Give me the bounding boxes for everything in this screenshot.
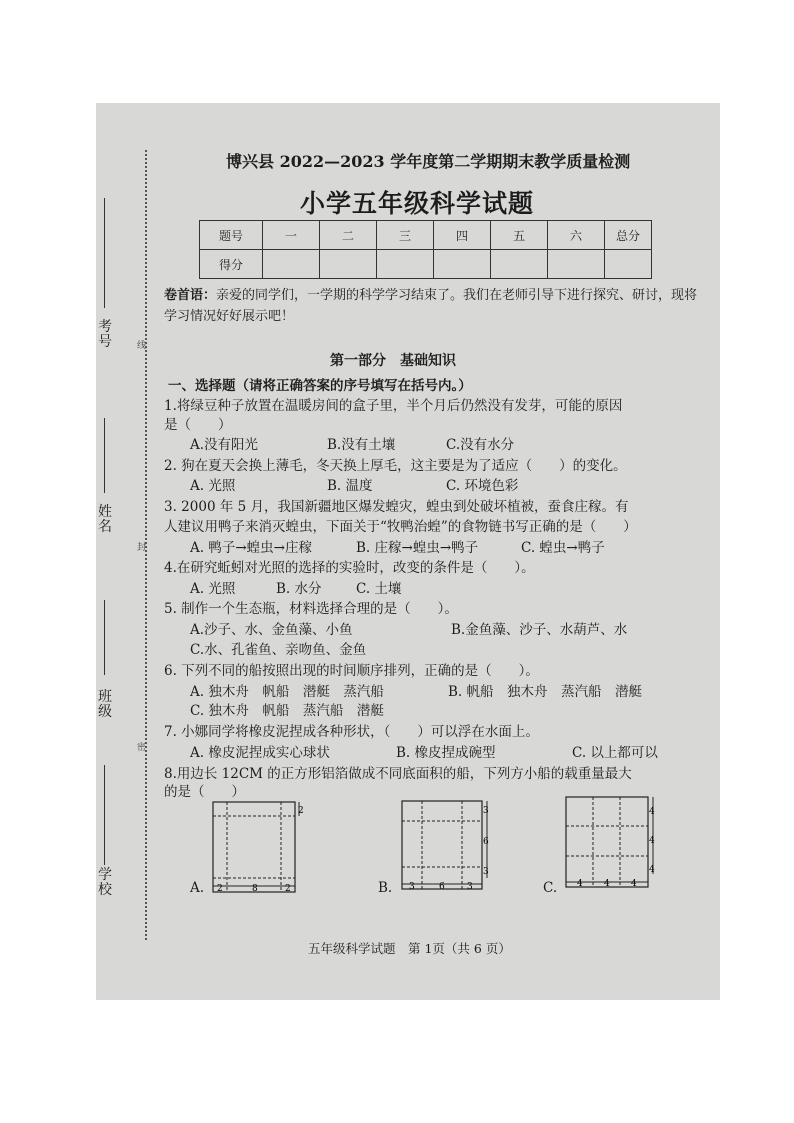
score-input-cell[interactable] (548, 250, 605, 279)
question-2-option-c: C. 环境色彩 (446, 478, 519, 494)
figure-a-bottom-label: 2 (217, 884, 223, 894)
question-5-option-a: A.沙子、水、金鱼藻、小鱼 (190, 622, 353, 638)
score-table-score-row (200, 250, 652, 279)
score-input-cell[interactable] (491, 250, 548, 279)
exam-number-underline (104, 198, 105, 308)
preface-lead: 卷首语： (164, 288, 217, 303)
name-label: 姓名 (98, 504, 112, 535)
score-input-cell[interactable] (434, 250, 491, 279)
name-underline (104, 418, 105, 493)
question-7-option-c: C. 以上都可以 (572, 745, 658, 761)
question-7-option-a: A. 橡皮泥捏成实心球状 (190, 745, 330, 761)
figure-b-foil-diagram (401, 800, 495, 892)
score-header-cell: 题号 (200, 221, 263, 250)
figure-b-bottom-label: 3 (409, 882, 415, 892)
school-underline (104, 765, 105, 865)
preface-text: 亲爱的同学们，一学期的科学学习结束了。我们在老师引导下进行探究、研讨，现将学习情况好好展示吧！ (164, 288, 698, 324)
score-input-cell[interactable] (377, 250, 434, 279)
score-row-label: 得分 (200, 250, 263, 279)
question-4-option-b: B. 水分 (276, 581, 322, 597)
question-8-stem-line-1: 8.用边长 12CM 的正方形铝箔做成不同底面积的船，下列方小船的载重量最大 (164, 766, 632, 782)
figure-c-side-label: 4 (649, 836, 655, 846)
question-3-option-b: B. 庄稼→蝗虫→鸭子 (356, 540, 479, 556)
part-title: 第一部分 基础知识 (330, 353, 456, 369)
figure-c-foil-diagram (565, 796, 659, 890)
score-table (199, 220, 652, 279)
question-3-option-c: C. 蝗虫→鸭子 (521, 540, 605, 556)
figure-b-side-label: 6 (483, 837, 489, 847)
question-3-stem-line-2: 人建议用鸭子来消灭蝗虫，下面关于“牧鸭治蝗”的食物链书写正确的是（ ） (164, 519, 637, 535)
question-8-option-b: B. (378, 880, 393, 896)
binding-mark-line: 线 (137, 341, 147, 351)
section-title: 一、选择题（请将正确答案的序号填写在括号内。） (168, 378, 472, 394)
question-1-option-a: A.没有阳光 (190, 437, 259, 453)
figure-b-bottom-label: 6 (439, 882, 445, 892)
question-2-stem-line-1: 2. 狗在夏天会换上薄毛，冬天换上厚毛，这主要是为了适应（ ）的变化。 (164, 458, 627, 474)
page-footer: 五年级科学试题 第 1页（共 6 页） (308, 941, 511, 956)
preface (164, 285, 704, 327)
figure-b-bottom-label: 3 (467, 882, 473, 892)
class-underline (104, 600, 105, 675)
question-5-option-b: B.金鱼藻、沙子、水葫芦、水 (451, 622, 628, 638)
question-1-stem-line-2: 是（ ） (164, 417, 232, 433)
question-6-stem-line-1: 6. 下列不同的船按照出现的时间顺序排列，正确的是（ ）。 (164, 663, 539, 679)
score-input-cell[interactable] (263, 250, 320, 279)
question-8-option-a: A. (190, 880, 205, 896)
figure-c-bottom-label: 4 (631, 879, 637, 889)
score-header-cell: 三 (377, 221, 434, 250)
question-1-option-b: B.没有土壤 (327, 437, 396, 453)
figure-a-foil-diagram (212, 801, 306, 895)
figure-a-side-label: 2 (298, 806, 304, 816)
question-1-option-c: C.没有水分 (446, 437, 515, 453)
score-header-cell: 五 (491, 221, 548, 250)
exam-title: 博兴县 2022—2023 学年度第二学期期末教学质量检测 (226, 152, 631, 171)
school-label: 学校 (98, 867, 112, 898)
binding-mark-secret: 密 (137, 743, 147, 753)
question-4-option-c: C. 土壤 (356, 581, 402, 597)
paper-title: 小学五年级科学试题 (300, 189, 535, 218)
question-7-stem-line-1: 7. 小娜同学将橡皮泥捏成各种形状，（ ）可以浮在水面上。 (164, 724, 539, 740)
question-7-option-b: B. 橡皮捏成碗型 (396, 745, 496, 761)
score-input-cell[interactable] (605, 250, 652, 279)
class-label: 班级 (98, 689, 112, 720)
score-header-cell: 一 (263, 221, 320, 250)
question-3-stem-line-1: 3. 2000 年 5 月，我国新疆地区爆发蝗灾，蝗虫到处破坏植被，蚕食庄稼。有 (164, 499, 629, 515)
figure-b-side-label: 3 (483, 867, 489, 877)
score-header-cell: 总分 (605, 221, 652, 250)
figure-a-bottom-label: 8 (252, 884, 258, 894)
question-6-option-a: A. 独木舟 帆船 潜艇 蒸汽船 (190, 684, 384, 700)
score-header-cell: 二 (320, 221, 377, 250)
question-6-option-c: C. 独木舟 帆船 蒸汽船 潜艇 (190, 703, 384, 719)
question-3-option-a: A. 鸭子→蝗虫→庄稼 (190, 540, 312, 556)
question-6-option-b: B. 帆船 独木舟 蒸汽船 潜艇 (448, 684, 643, 700)
question-2-option-a: A. 光照 (190, 478, 236, 494)
question-8-stem-line-2: 的是（ ） (164, 784, 245, 800)
score-header-cell: 六 (548, 221, 605, 250)
score-table-header-row (200, 221, 652, 250)
question-5-stem-line-1: 5. 制作一个生态瓶，材料选择合理的是（ ）。 (164, 601, 458, 617)
figure-a-bottom-label: 2 (285, 884, 291, 894)
question-4-stem-line-1: 4.在研究蚯蚓对光照的选择的实验时，改变的条件是（ ）。 (164, 560, 535, 576)
question-5-option-c: C.水、孔雀鱼、亲吻鱼、金鱼 (190, 642, 367, 658)
figure-c-bottom-label: 4 (604, 879, 610, 889)
score-header-cell: 四 (434, 221, 491, 250)
figure-c-bottom-label: 4 (577, 879, 583, 889)
question-8-option-c: C. (543, 880, 558, 896)
figure-c-side-label: 4 (649, 807, 655, 817)
exam-number-label: 考号 (98, 319, 112, 350)
figure-b-side-label: 3 (483, 806, 489, 816)
figure-c-side-label: 4 (649, 865, 655, 875)
score-input-cell[interactable] (320, 250, 377, 279)
question-2-option-b: B. 温度 (327, 478, 373, 494)
question-4-option-a: A. 光照 (190, 581, 236, 597)
question-1-stem-line-1: 1.将绿豆种子放置在温暖房间的盒子里，半个月后仍然没有发芽，可能的原因 (164, 398, 623, 414)
binding-mark-seal: 封 (137, 543, 147, 553)
